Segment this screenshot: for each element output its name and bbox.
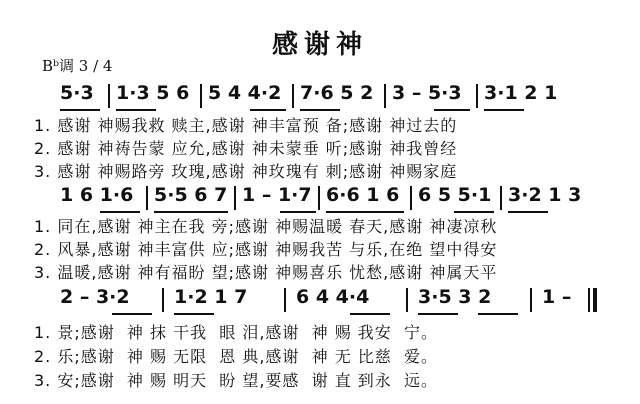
lyric-verse-1: 1. 景;感谢 神 抹 干我 眼 泪,感谢 神 赐 我安 宁。 xyxy=(34,323,438,342)
barline xyxy=(476,84,478,108)
barline xyxy=(200,84,202,108)
notation-row-2 xyxy=(0,180,640,216)
measure: 3 – 5·3 xyxy=(392,82,462,104)
beam-underline xyxy=(250,109,286,111)
barline xyxy=(500,186,502,210)
beam-underline xyxy=(350,313,390,315)
measure: 2 – 3·2 xyxy=(60,286,130,308)
measure: 3·5 3 2 xyxy=(418,286,492,308)
barline xyxy=(234,186,236,210)
measure: 6·6 1 6 xyxy=(326,184,400,206)
notation-row-1 xyxy=(0,78,640,114)
lyric-verse-1: 1. 同在,感谢 神主在我 旁;感谢 神赐温暖 春天,感谢 神凄凉秋 xyxy=(34,217,498,236)
measure: 6 4 4·4 xyxy=(296,286,370,308)
final-barline-thick xyxy=(593,288,597,312)
measure: 3·2 1 3 xyxy=(508,184,582,206)
beam-underline xyxy=(100,211,140,213)
lyric-verse-3: 3. 感谢 神赐路旁 玫瑰,感谢 神玫瑰有 刺;感谢 神赐家庭 xyxy=(34,162,458,181)
beam-underline xyxy=(478,313,518,315)
lyric-verse-2: 2. 感谢 神祷告蒙 应允,感谢 神未蒙垂 听;感谢 神我曾经 xyxy=(34,139,458,158)
beam-underline xyxy=(454,211,494,213)
barline xyxy=(530,288,532,312)
measure: 3·1 2 1 xyxy=(484,82,558,104)
beam-underline xyxy=(484,109,524,111)
beam-underline xyxy=(300,109,340,111)
beam-underline xyxy=(280,211,316,213)
measure: 1 – 1·7 xyxy=(242,184,312,206)
lyric-verse-3: 3. 安;感谢 神 赐 明天 盼 望,要感 谢 直 到永 远。 xyxy=(34,371,438,390)
key-signature: Bᵇ调 3 / 4 xyxy=(42,57,113,75)
song-title: 感谢神 xyxy=(271,30,368,60)
barline xyxy=(284,288,286,312)
notation-row-3 xyxy=(0,282,640,318)
barline xyxy=(162,288,164,312)
beam-underline xyxy=(116,109,156,111)
beam-underline xyxy=(418,313,458,315)
measure: 5·5 6 7 xyxy=(154,184,228,206)
lyric-verse-2: 2. 乐;感谢 神 赐 无限 恩 典,感谢 神 无 比慈 爱。 xyxy=(34,347,438,366)
beam-underline xyxy=(154,211,228,213)
measure: 1·2 1 7 xyxy=(174,286,248,308)
lyric-verse-3: 3. 温暖,感谢 神有福盼 望;感谢 神赐喜乐 忧愁,感谢 神属天平 xyxy=(34,263,498,282)
beam-underline xyxy=(508,211,548,213)
measure: 1 6 1·6 xyxy=(60,184,134,206)
measure: 5 4 4·2 xyxy=(208,82,282,104)
beam-underline xyxy=(326,211,404,213)
barline xyxy=(108,84,110,108)
beam-underline xyxy=(434,109,470,111)
barline xyxy=(318,186,320,210)
beam-underline xyxy=(60,109,100,111)
measure: 5·3 xyxy=(60,82,94,104)
barline xyxy=(406,288,408,312)
measure: 6 5 5·1 xyxy=(418,184,492,206)
lyric-verse-1: 1. 感谢 神赐我救 赎主,感谢 神丰富预 备;感谢 神过去的 xyxy=(34,116,458,135)
measure: 7·6 5 2 xyxy=(300,82,374,104)
beam-underline xyxy=(112,313,152,315)
barline xyxy=(292,84,294,108)
final-barline xyxy=(588,288,590,312)
barline xyxy=(384,84,386,108)
measure: 1 – xyxy=(542,286,572,308)
beam-underline xyxy=(174,313,214,315)
barline xyxy=(410,186,412,210)
measure: 1·3 5 6 xyxy=(116,82,190,104)
barline xyxy=(146,186,148,210)
lyric-verse-2: 2. 风暴,感谢 神丰富供 应;感谢 神赐我苦 与乐,在绝 望中得安 xyxy=(34,240,498,259)
